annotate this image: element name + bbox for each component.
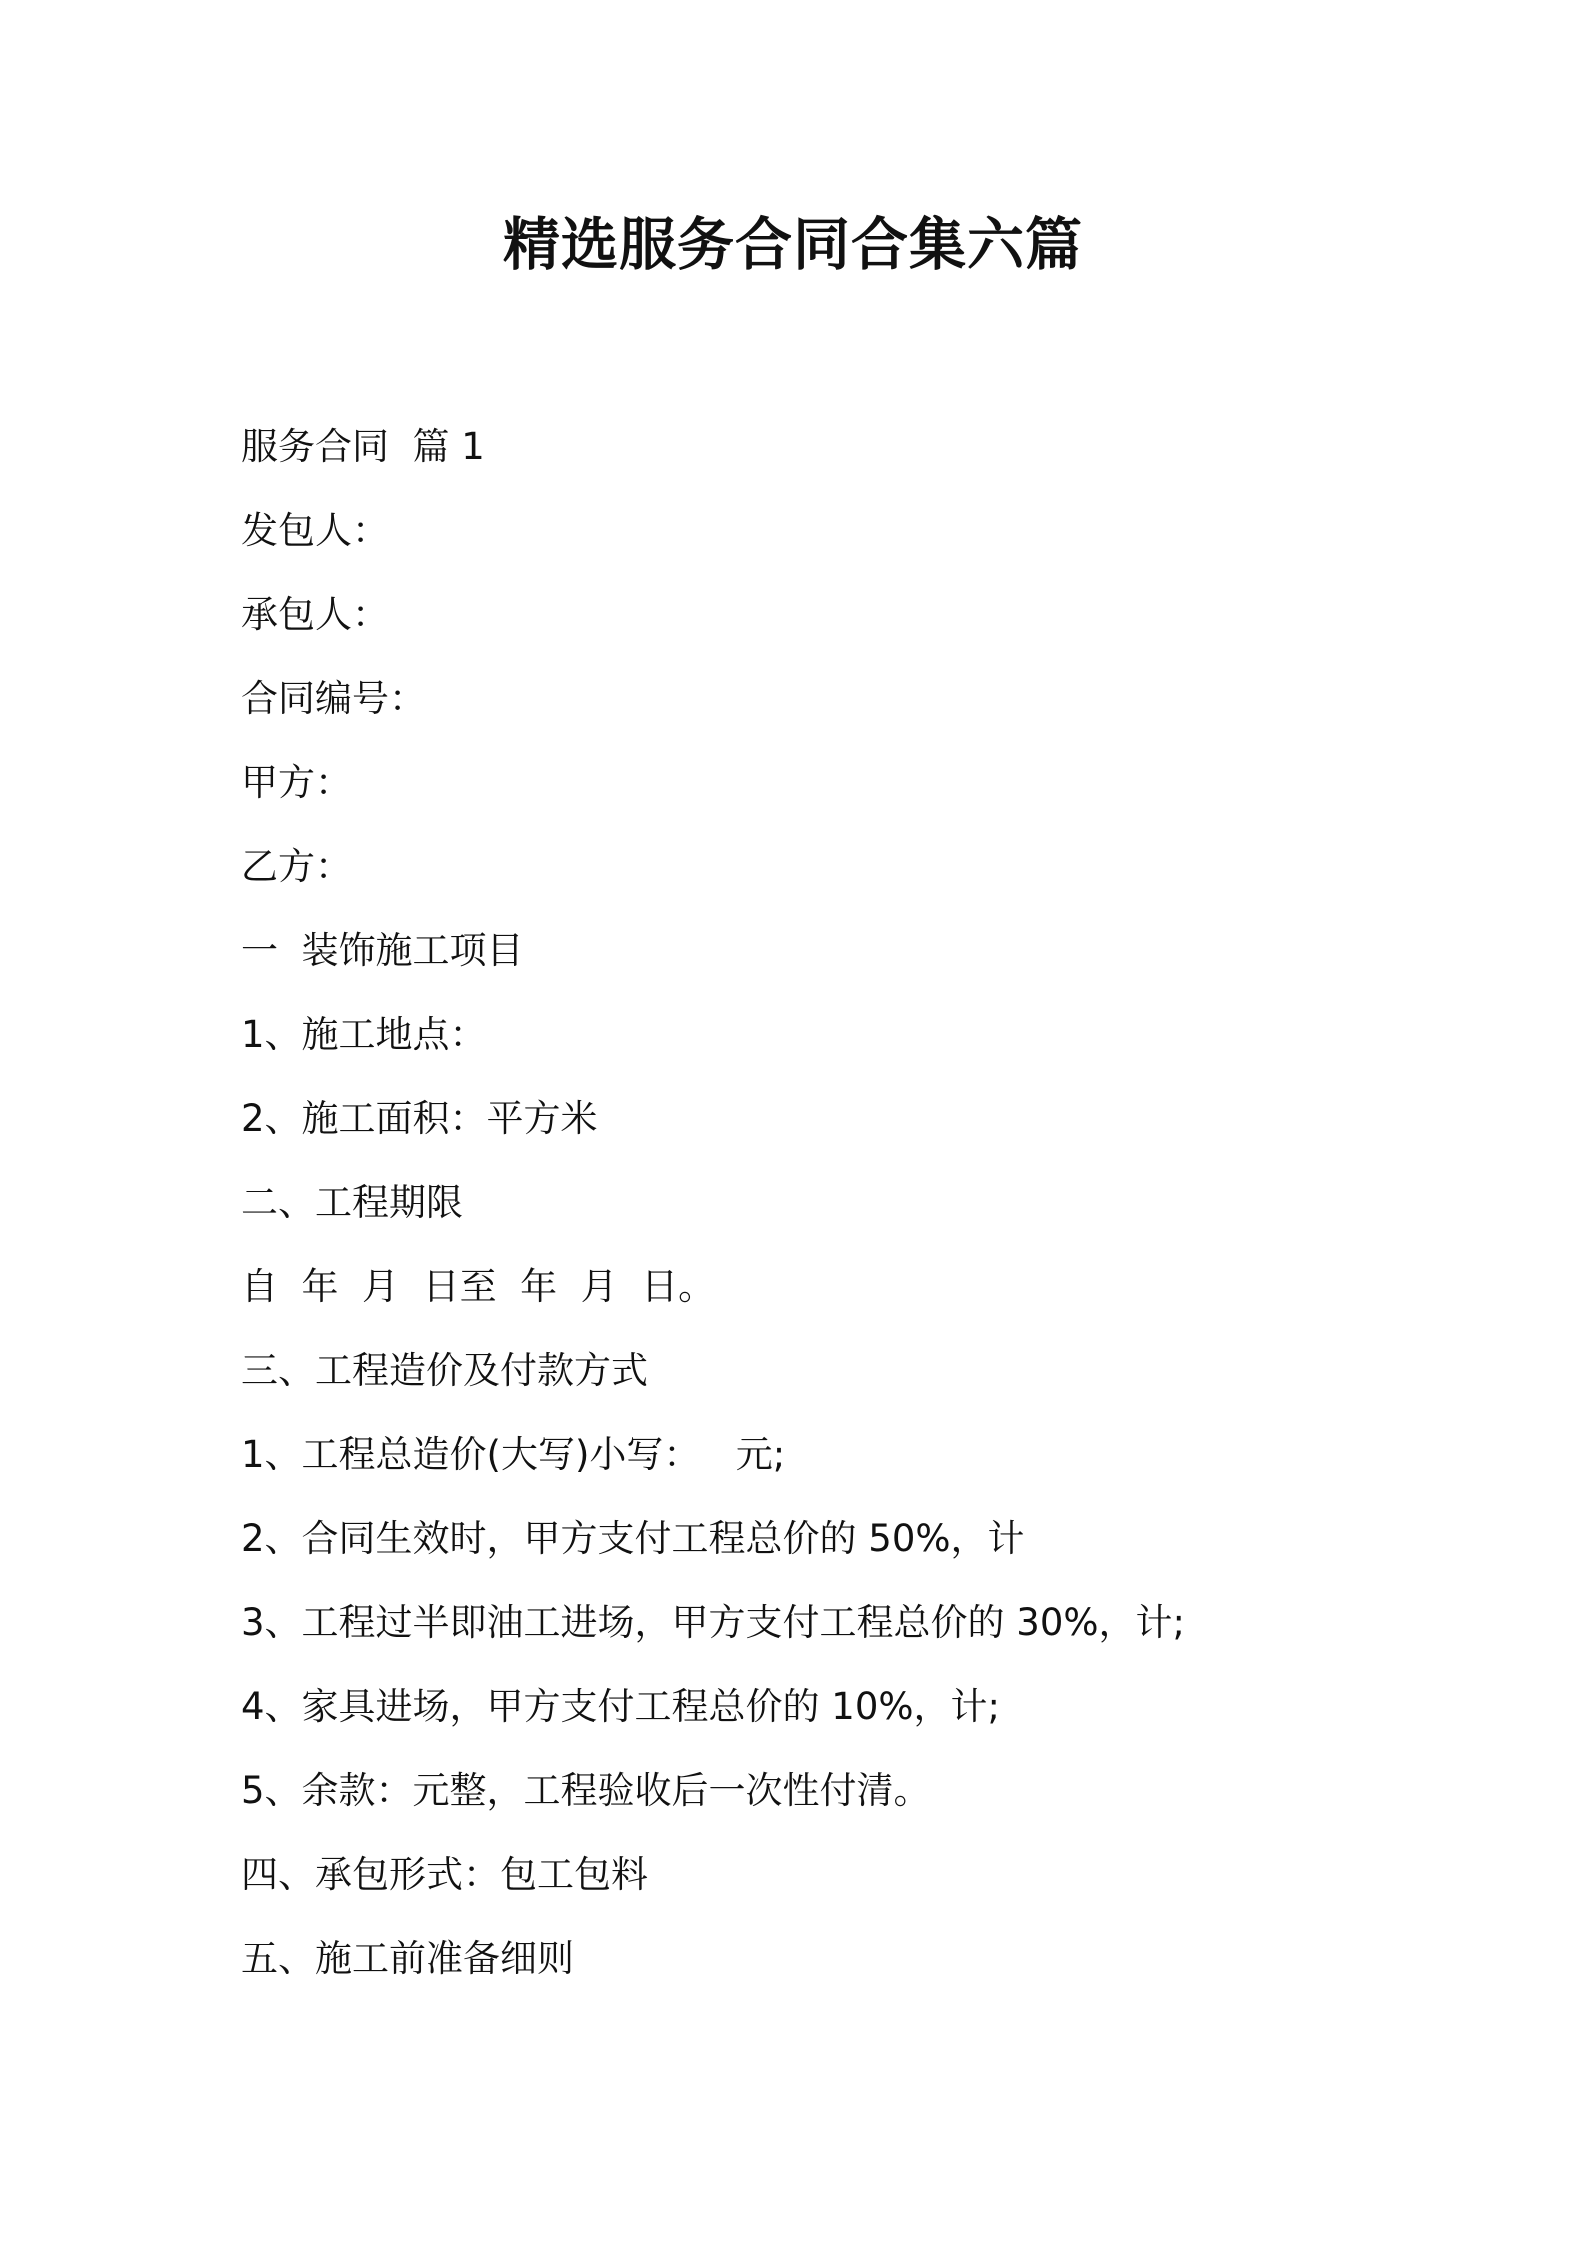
party-a-line: 甲方：	[241, 761, 352, 804]
section-heading: 三、工程造价及付款方式	[241, 1349, 648, 1392]
clause-line: 4、家具进场，甲方支付工程总价的 10%，计;	[241, 1685, 1001, 1728]
issuer-line: 发包人：	[241, 509, 389, 552]
clause-line: 2、合同生效时，甲方支付工程总价的 50%，计	[241, 1517, 1025, 1560]
party-b-line: 乙方：	[241, 845, 352, 888]
clause-line: 5、余款：元整，工程验收后一次性付清。	[241, 1769, 931, 1812]
contract-heading: 服务合同 篇 1	[241, 425, 485, 468]
section-heading: 四、承包形式：包工包料	[241, 1853, 648, 1896]
contractor-line: 承包人：	[241, 593, 389, 636]
section-heading: 五、施工前准备细则	[241, 1937, 574, 1980]
clause-line: 1、工程总造价(大写)小写： 元;	[241, 1433, 786, 1476]
document-body	[241, 405, 1391, 2001]
section-heading: 一 装饰施工项目	[241, 929, 524, 972]
clause-line: 2、施工面积：平方米	[241, 1097, 598, 1140]
clause-line: 3、工程过半即油工进场，甲方支付工程总价的 30%，计;	[241, 1601, 1186, 1644]
section-heading: 二、工程期限	[241, 1181, 463, 1224]
clause-line: 1、施工地点：	[241, 1013, 487, 1056]
date-range-line: 自 年 月 日至 年 月 日。	[241, 1265, 716, 1308]
document-title: 精选服务合同合集六篇	[503, 212, 1083, 278]
contract-number-line: 合同编号：	[241, 677, 426, 720]
